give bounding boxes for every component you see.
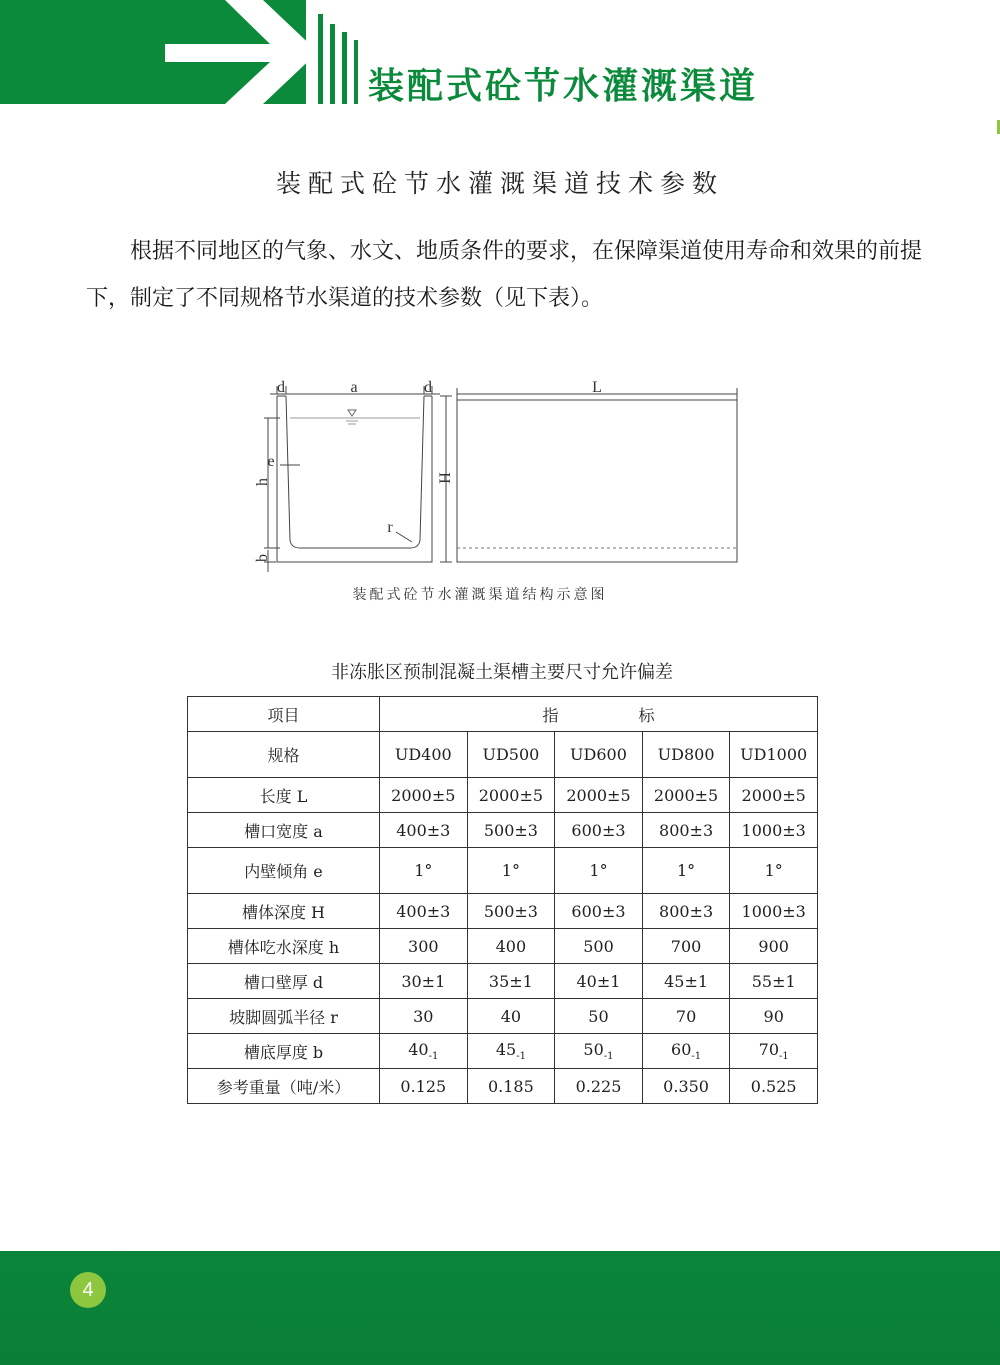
- value-cell: [555, 813, 643, 848]
- section-inner-outline: [286, 396, 424, 548]
- value-text: 50: [588, 1006, 609, 1026]
- header-stripe: [318, 14, 323, 104]
- table-row: [188, 813, 818, 848]
- value-text: 400±3: [396, 820, 451, 840]
- value-text: 30±1: [401, 971, 446, 991]
- value-cell: [642, 929, 730, 964]
- row-label-cell: 内壁倾角 e: [188, 848, 380, 894]
- table-title: 非冻胀区预制混凝土渠槽主要尺寸允许偏差: [331, 662, 673, 683]
- value-text: 55±1: [751, 971, 796, 991]
- label-d-right: d: [424, 379, 432, 396]
- table-header-row: [188, 697, 818, 732]
- value-text: 0.350: [663, 1076, 709, 1096]
- label-L: L: [592, 379, 602, 396]
- value-cell: [555, 964, 643, 999]
- value-cell: [555, 778, 643, 813]
- value-text: 1000±3: [741, 901, 806, 921]
- value-text: 400±3: [396, 901, 451, 921]
- side-elevation-outline: [457, 400, 737, 562]
- value-cell: [555, 894, 643, 929]
- value-text: 0.525: [750, 1076, 797, 1096]
- value-cell: [730, 964, 818, 999]
- value-text: 1°: [501, 861, 520, 880]
- value-cell: [730, 848, 818, 894]
- value-cell: [730, 778, 818, 813]
- value-text: 1°: [589, 861, 608, 880]
- spec-row: [188, 732, 818, 778]
- header-stripe: [354, 40, 358, 104]
- value-text: 2000±5: [391, 785, 456, 805]
- value-cell: [730, 813, 818, 848]
- value-text: 500±3: [483, 901, 538, 921]
- header-stripe: [342, 32, 347, 104]
- value-cell: [380, 1069, 468, 1104]
- value-text: 800±3: [659, 901, 714, 921]
- value-cell: [380, 1034, 468, 1069]
- value-text: 40: [408, 1039, 429, 1059]
- footer-band: [0, 1251, 1000, 1365]
- value-text: 2000±5: [741, 785, 806, 805]
- value-text: 45: [495, 1039, 517, 1059]
- value-text: 0.225: [575, 1076, 622, 1096]
- value-text: 1°: [764, 861, 783, 880]
- value-cell: [467, 929, 555, 964]
- value-cell: [380, 929, 468, 964]
- value-text: 0.125: [400, 1076, 447, 1096]
- spec-cell: UD500: [467, 732, 555, 778]
- value-cell: [380, 813, 468, 848]
- value-cell: [642, 964, 730, 999]
- spec-label-cell: 规格: [188, 732, 380, 778]
- value-text: 45±1: [664, 971, 709, 991]
- label-h: h: [254, 478, 271, 486]
- tolerance-subscript: -1: [428, 1051, 439, 1063]
- value-text: 60: [671, 1039, 692, 1059]
- value-cell: [642, 848, 730, 894]
- header-stripe: [330, 24, 335, 104]
- value-text: 400: [495, 936, 527, 956]
- value-text: 35±1: [488, 971, 533, 991]
- value-cell: [730, 894, 818, 929]
- value-cell: [642, 1069, 730, 1104]
- value-text: 90: [763, 1006, 784, 1026]
- header-index-cell: 指 标: [380, 697, 818, 732]
- value-cell: [642, 1034, 730, 1069]
- value-cell: [380, 964, 468, 999]
- value-cell: [730, 1034, 818, 1069]
- tolerance-subscript: -1: [779, 1051, 789, 1063]
- value-text: 70: [758, 1039, 779, 1059]
- value-cell: [380, 778, 468, 813]
- row-label-cell: 长度 L: [188, 778, 380, 813]
- row-label-cell: 槽体深度 H: [188, 894, 380, 929]
- table-row: [188, 929, 818, 964]
- row-label-cell: 参考重量（吨/米）: [188, 1069, 380, 1104]
- tolerance-subscript: -1: [691, 1051, 702, 1063]
- spec-cell: UD400: [380, 732, 468, 778]
- value-cell: [380, 999, 468, 1034]
- value-cell: [642, 778, 730, 813]
- value-cell: [467, 964, 555, 999]
- label-d-left: d: [277, 379, 285, 396]
- value-cell: [555, 929, 643, 964]
- value-text: 1°: [676, 861, 696, 880]
- channel-structure-diagram: [240, 372, 750, 576]
- diagram-caption: 装配式砼节水灌溉渠道结构示意图: [352, 587, 608, 603]
- value-cell: [555, 1034, 643, 1069]
- value-text: 300: [408, 936, 439, 956]
- value-cell: [555, 999, 643, 1034]
- header-item-cell: 项目: [188, 697, 380, 732]
- value-text: 2000±5: [478, 785, 544, 805]
- value-cell: [642, 894, 730, 929]
- header-title: 装配式砼节水灌溉渠道: [368, 65, 759, 107]
- value-cell: [380, 848, 468, 894]
- table-row: [188, 894, 818, 929]
- spec-cell: UD1000: [730, 732, 818, 778]
- value-text: 1000±3: [741, 820, 806, 840]
- value-cell: [467, 999, 555, 1034]
- value-text: 1°: [414, 861, 433, 880]
- value-text: 600±3: [571, 901, 626, 921]
- row-label-cell: 坡脚圆弧半径 r: [188, 999, 380, 1034]
- value-text: 0.185: [487, 1076, 534, 1096]
- value-text: 500: [583, 936, 614, 956]
- value-cell: [380, 894, 468, 929]
- value-cell: [467, 813, 555, 848]
- tolerance-subscript: -1: [516, 1051, 526, 1063]
- value-cell: [467, 1034, 555, 1069]
- value-cell: [642, 813, 730, 848]
- value-text: 2000±5: [653, 785, 719, 805]
- value-text: 40: [500, 1006, 522, 1026]
- page-number-badge: 4: [70, 1272, 106, 1308]
- row-label-cell: 槽口宽度 a: [188, 813, 380, 848]
- value-cell: [730, 929, 818, 964]
- value-cell: [730, 1069, 818, 1104]
- table-row: [188, 964, 818, 999]
- label-r: r: [387, 519, 393, 536]
- value-text: 500±3: [483, 820, 538, 840]
- row-label-cell: 槽底厚度 b: [188, 1034, 380, 1069]
- value-cell: [642, 999, 730, 1034]
- value-cell: [467, 894, 555, 929]
- spec-cell: UD600: [555, 732, 643, 778]
- spec-cell: UD800: [642, 732, 730, 778]
- row-label-cell: 槽口壁厚 d: [188, 964, 380, 999]
- value-text: 900: [758, 936, 789, 956]
- value-text: 2000±5: [566, 785, 631, 805]
- value-cell: [467, 848, 555, 894]
- table-row: [188, 999, 818, 1034]
- spec-table: [187, 696, 818, 1104]
- value-cell: [730, 999, 818, 1034]
- label-a: a: [350, 379, 358, 396]
- table-row: [188, 778, 818, 813]
- row-label-cell: 槽体吃水深度 h: [188, 929, 380, 964]
- label-e: e: [267, 453, 275, 470]
- value-cell: [555, 1069, 643, 1104]
- value-text: 600±3: [571, 820, 626, 840]
- value-cell: [467, 1069, 555, 1104]
- value-cell: [467, 778, 555, 813]
- label-b: b: [254, 554, 271, 562]
- label-H: H: [437, 472, 454, 484]
- value-cell: [555, 848, 643, 894]
- tolerance-subscript: -1: [603, 1051, 614, 1063]
- value-text: 700: [670, 936, 702, 956]
- value-text: 40±1: [576, 971, 621, 991]
- table-row: [188, 848, 818, 894]
- table-row: [188, 1034, 818, 1069]
- value-text: 800±3: [659, 820, 714, 840]
- intro-paragraph: 根据不同地区的气象、水文、地质条件的要求，在保障渠道使用寿命和效果的前提下，制定了不同规格节水渠道的技术参数（见下表）。: [86, 239, 923, 311]
- value-text: 70: [675, 1006, 697, 1026]
- page-heading: 装配式砼节水灌溉渠道技术参数: [275, 169, 724, 198]
- value-text: 30: [413, 1006, 434, 1026]
- table-row: [188, 1069, 818, 1104]
- value-text: 50: [583, 1039, 604, 1059]
